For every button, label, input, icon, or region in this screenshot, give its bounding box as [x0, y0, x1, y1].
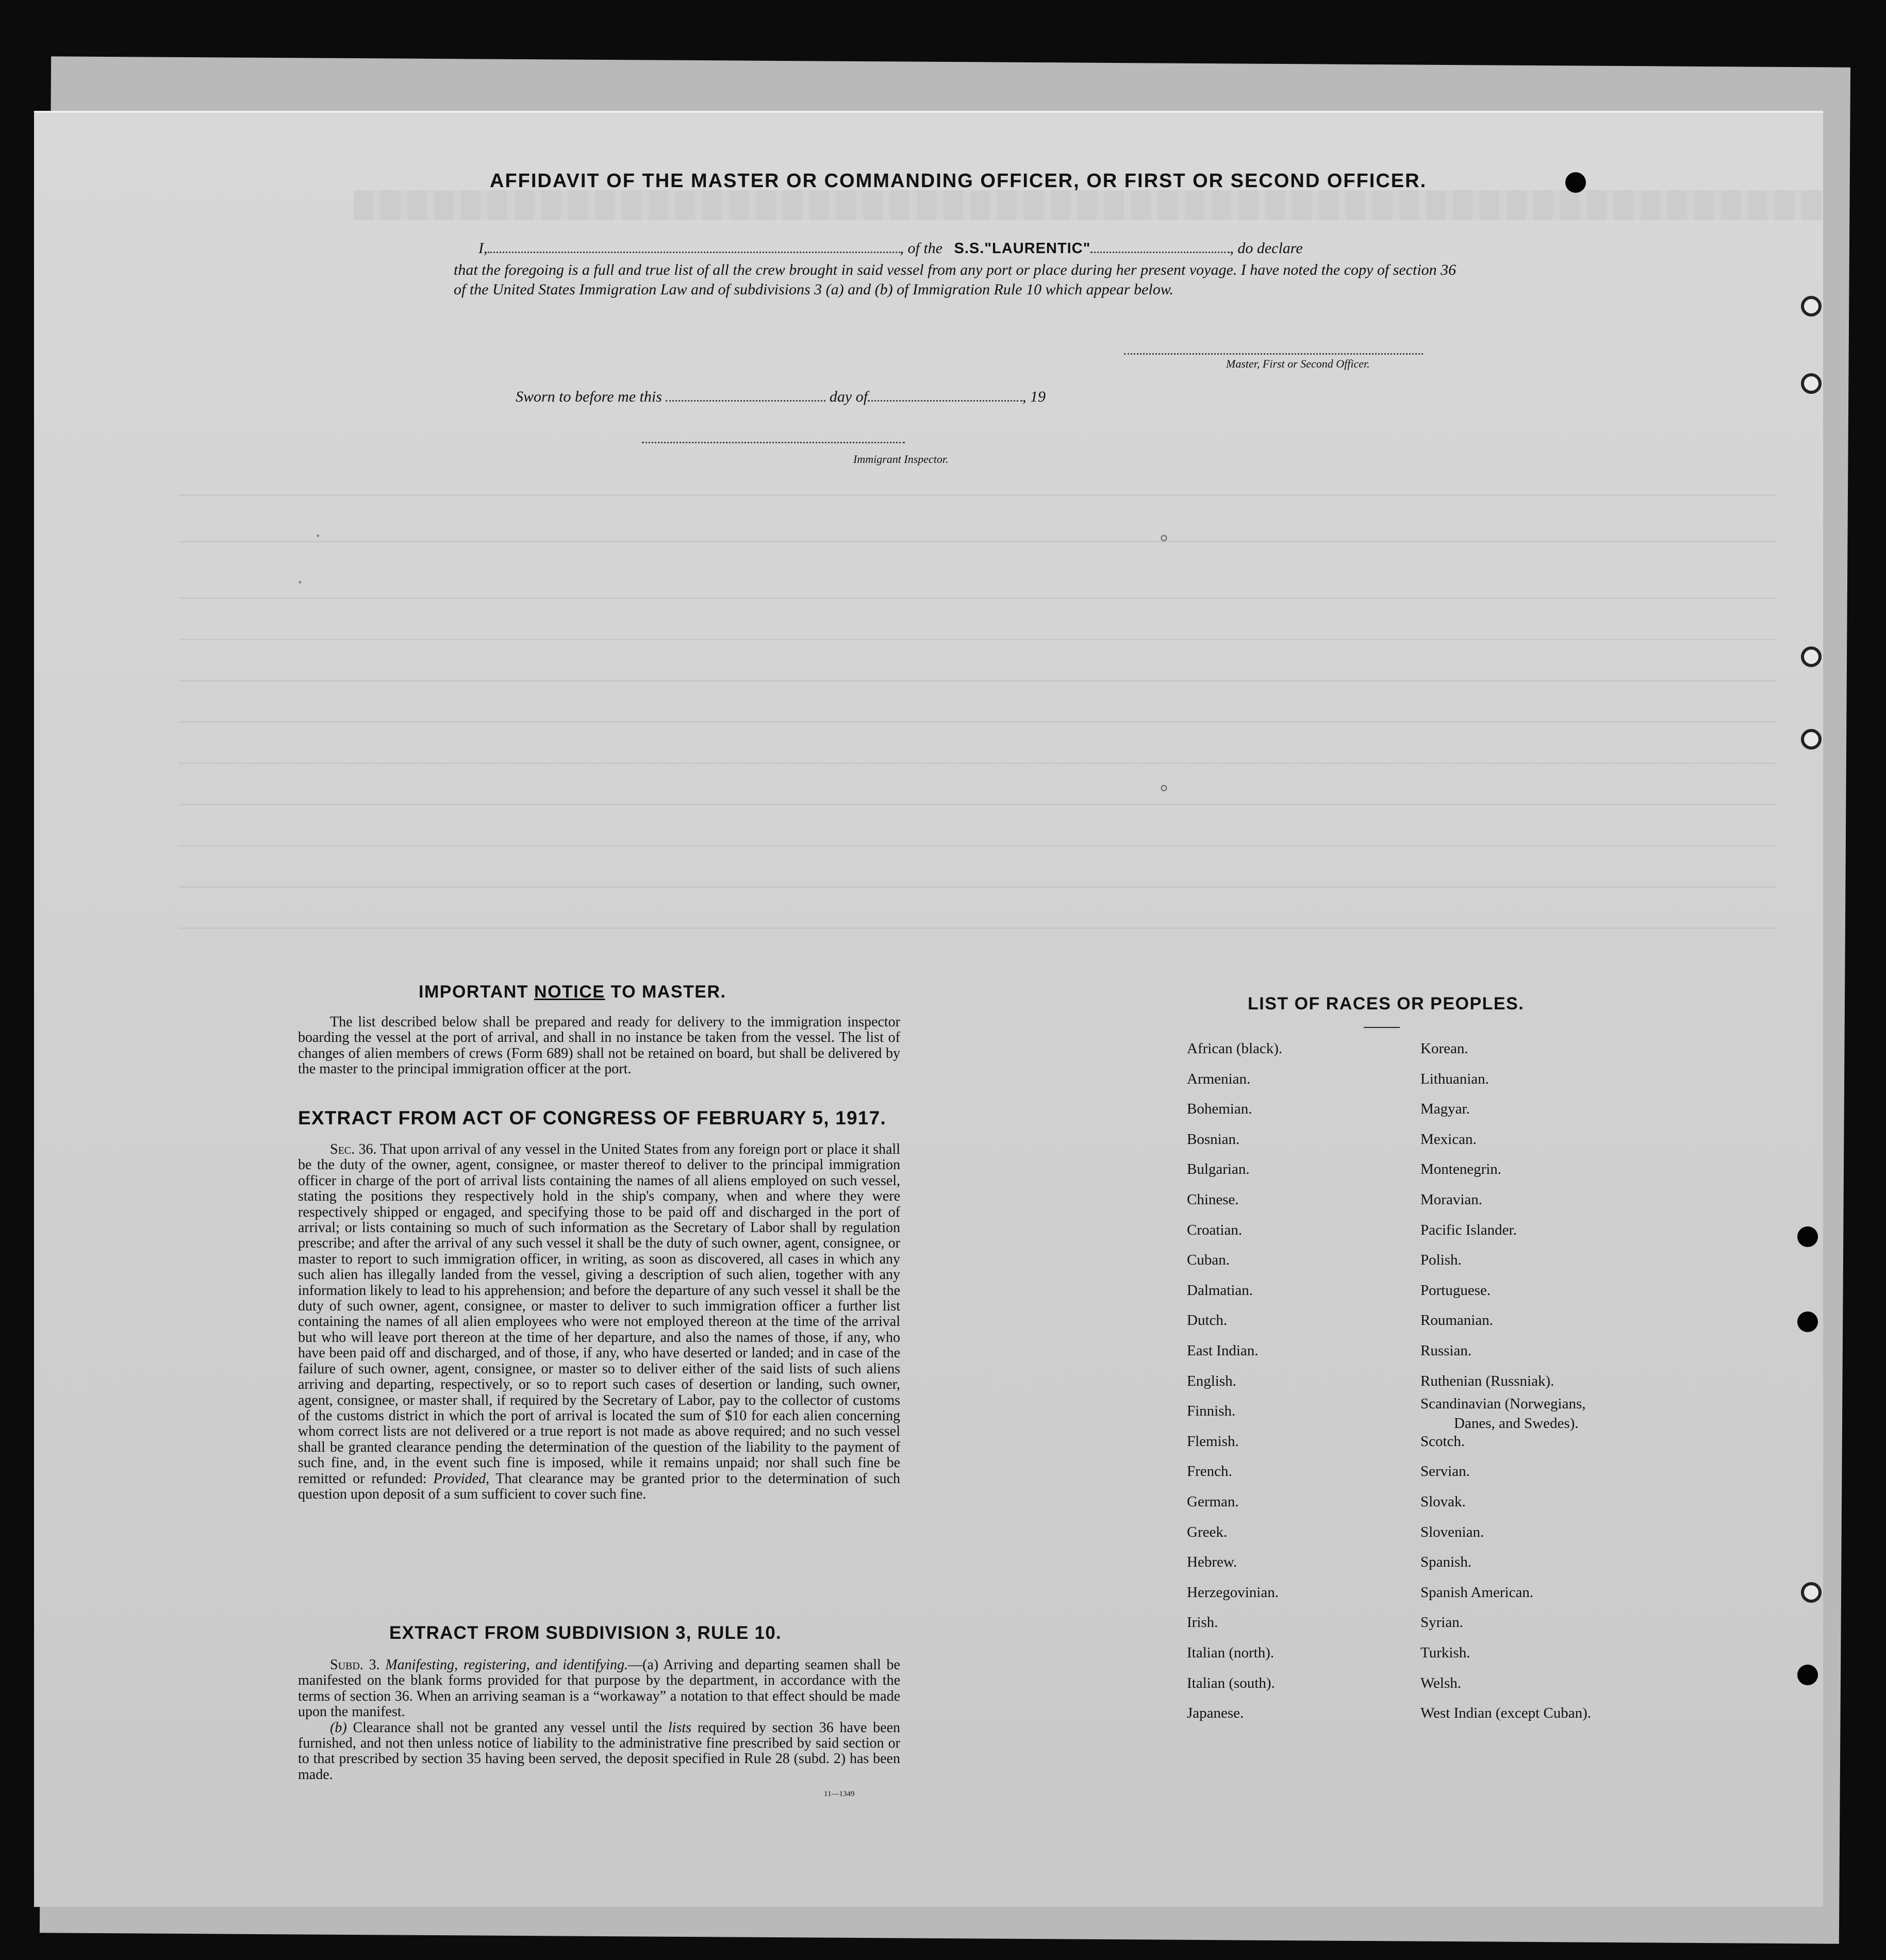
race-item: English. [1187, 1372, 1236, 1389]
act-body [298, 1142, 900, 1502]
form-number: 11—1349 [824, 1790, 855, 1798]
year-prefix: , 19 [1022, 388, 1046, 405]
rule-paragraph-a [298, 1657, 900, 1720]
race-item: Herzegovinian. [1187, 1584, 1279, 1601]
affidavit-title: AFFIDAVIT OF THE MASTER OR COMMANDING OFFICER, OR FIRST OR SECOND OFFICER. [490, 170, 1427, 192]
binder-ring-hole [1801, 373, 1822, 394]
race-item: Danes, and Swedes). [1454, 1415, 1579, 1432]
act-paragraph [298, 1142, 900, 1502]
ship-name: S.S."LAURENTIC" [954, 240, 1091, 257]
race-item: Bohemian. [1187, 1101, 1252, 1118]
manifest-page [34, 111, 1823, 1907]
bleed-through-row [178, 494, 1777, 496]
rule-body [298, 1657, 900, 1783]
race-item: Spanish American. [1420, 1584, 1534, 1601]
race-item: Pacific Islander. [1420, 1221, 1517, 1238]
day-of-text: day of [829, 388, 868, 405]
notice-body [298, 1015, 900, 1077]
b-post: required by section 36 have been furnished, and not then unless notice of liability to the administrative fine prescribed by said section or to that prescribed by section 35 having been served, the deposit specified in Rule 28 (subd. 2) has been made. [298, 1719, 901, 1783]
sec-text: That upon arrival of any vessel in the United States from any foreign port or place it shall be the duty of the owner, agent, consignee, or master thereof to deliver to the principal immigration officer in charge of the port of arrival lists containing the names of all aliens employed on such vessel, stating the positions they respectively hold in the ship's company, when and where they were respectively shipped or engaged, and specifying those to be paid off and discharged in the port of arrival; or lists containing so much of such information as the Secretary of Labor shall by regulation prescribe; and after the arrival of any such vessel it shall be the duty of such owner, agent, consignee, or master to report to such immigration officer, in writing, as soon as discovered, all cases in which any such alien has illegally landed from the vessel, giving a description of such alien, together with any information likely to lead to his apprehension; and before the departure of any such vessel it shall be the duty of such owner, agent, consignee, or master to deliver to such immigration officer a further list containing the names of all alien employees who were not employed thereon at the time of the arrival but who will leave port thereon at the time of her departure, and also the names of those, if any, who have been paid off and discharged, and of those, if any, who have deserted or landed; and in case of the failure of such owner, agent, consignee, or master so to deliver either of the said lists of such aliens arriving and departing, respectively, or so to report such cases of desertion or landing, such owner, agent, consignee, or master shall, if required by the Secretary of Labor, pay to the collector of customs of the customs district in which the port of arrival is located the sum of $10 for each alien concerning whom correct lists are not delivered or a true report is not made as above required; and no such vessel shall be granted clearance pending the determination of the question of the liability to the payment of such fine, and, in the event such fine is imposed, while it remains unpaid; nor shall such fine be remitted or refunded: [298, 1141, 900, 1487]
binder-ring-hole [1801, 1582, 1822, 1603]
month-blank[interactable] [868, 400, 1022, 402]
affidavit-text: that the foregoing is a full and true list of all the crew brought in said vessel from any port or place during her present voyage. I have noted the copy of section 36 of the United States Immigration Law and of subdivisions 3 (a) and (b) of Immigration Rule 10 which appear below. [454, 261, 1457, 298]
inspector-label: Immigrant Inspector. [853, 453, 949, 466]
race-item: Polish. [1420, 1252, 1462, 1269]
affidavit-declaration-line [478, 240, 1303, 257]
race-item: French. [1187, 1463, 1232, 1480]
bleed-through-row [178, 597, 1777, 599]
race-item: Cuban. [1187, 1252, 1230, 1269]
race-item: Moravian. [1420, 1191, 1482, 1208]
race-item: Finnish. [1187, 1403, 1236, 1420]
b-label: (b) [330, 1719, 347, 1736]
race-item: Servian. [1420, 1463, 1470, 1480]
race-item: Portuguese. [1420, 1282, 1491, 1299]
races-title: LIST OF RACES OR PEOPLES. [1248, 994, 1525, 1014]
subd-label: Subd. 3. [330, 1657, 380, 1673]
bleed-through-row [178, 541, 1777, 542]
rule-paragraph-b [298, 1720, 900, 1783]
stray-mark: ∘ [1157, 776, 1171, 799]
punch-hole [1797, 1665, 1818, 1685]
b-pre: Clearance shall not be granted any vessel until the [353, 1719, 663, 1736]
b-lists: lists [668, 1719, 692, 1736]
bleed-through-row [178, 639, 1777, 640]
bleed-through-row [178, 845, 1777, 846]
race-item: African (black). [1187, 1040, 1283, 1057]
ship-blank [1090, 252, 1230, 253]
signature-label: Master, First or Second Officer. [1226, 357, 1370, 370]
race-item: Flemish. [1187, 1433, 1239, 1450]
act-title: EXTRACT FROM ACT OF CONGRESS OF FEBRUARY 5, 1917. [298, 1107, 886, 1128]
race-item: Montenegrin. [1420, 1161, 1502, 1178]
bleed-through-row [178, 721, 1777, 723]
race-item: Chinese. [1187, 1191, 1239, 1208]
race-item: Spanish. [1420, 1554, 1472, 1571]
notice-paragraph: The list described below shall be prepared and ready for delivery to the immigration inspector boarding the vessel at the port of arrival, and shall in no instance be taken from the vessel. The list of changes of alien members of crews (Form 689) shall not be retained on board, but shall be delivered by the master to the principal immigration officer at the port. [298, 1014, 900, 1077]
rule-title: EXTRACT FROM SUBDIVISION 3, RULE 10. [389, 1623, 782, 1643]
race-item: Dalmatian. [1187, 1282, 1253, 1299]
inspector-signature-line[interactable] [642, 442, 905, 443]
affidavit-i: I, [478, 240, 488, 257]
sworn-text: Sworn to before me this [516, 388, 662, 405]
race-item: Armenian. [1187, 1070, 1251, 1087]
race-item: East Indian. [1187, 1342, 1259, 1359]
race-item: Slovak. [1420, 1493, 1466, 1510]
bleed-through-row [178, 762, 1777, 764]
bleed-through-row [178, 680, 1777, 682]
affidavit-declare: , do declare [1230, 240, 1303, 257]
officer-name-blank[interactable] [488, 252, 900, 253]
race-item: Russian. [1420, 1342, 1472, 1359]
race-item: Dutch. [1187, 1312, 1228, 1329]
race-item: Bulgarian. [1187, 1161, 1250, 1178]
binder-ring-hole [1801, 729, 1822, 750]
race-item: Roumanian. [1420, 1312, 1493, 1329]
race-item: German. [1187, 1493, 1239, 1510]
notice-title-b: NOTICE [534, 982, 605, 1002]
punch-hole [1565, 172, 1586, 193]
bleed-through-title [354, 190, 1823, 220]
punch-hole [1797, 1311, 1818, 1332]
notice-title-a: IMPORTANT [419, 982, 529, 1002]
bleed-through-row [178, 804, 1777, 805]
race-item: Bosnian. [1187, 1131, 1240, 1148]
affidavit-of-the: , of the [900, 240, 942, 257]
race-item: Slovenian. [1420, 1523, 1484, 1540]
race-item: Turkish. [1420, 1645, 1470, 1661]
notice-title [419, 982, 726, 1002]
race-item: Ruthenian (Russniak). [1420, 1372, 1554, 1389]
stray-mark: · [296, 570, 304, 592]
punch-hole [1797, 1226, 1818, 1247]
races-title-rule [1364, 1027, 1400, 1028]
race-item: Magyar. [1420, 1101, 1470, 1118]
race-item: Hebrew. [1187, 1554, 1237, 1571]
race-item: Welsh. [1420, 1674, 1462, 1691]
subd-a-text: —(a) Arriving and departing seamen shall be manifested on the blank forms provided for that purpose by the department, in accordance with the terms of section 36. When an arriving seaman is a “workaway” a notation to that effect should be made upon the manifest. [298, 1657, 900, 1720]
race-item: Korean. [1420, 1040, 1468, 1057]
stray-mark: · [315, 523, 322, 546]
race-item: Scandinavian (Norwegians, [1420, 1396, 1586, 1413]
race-item: Scotch. [1420, 1433, 1465, 1450]
proviso-word: Provided, [433, 1470, 490, 1487]
bleed-through-row [178, 886, 1777, 888]
race-item: Italian (north). [1187, 1645, 1275, 1661]
stray-mark: ∘ [1157, 526, 1171, 549]
race-item: Japanese. [1187, 1705, 1244, 1722]
race-item: Croatian. [1187, 1221, 1243, 1238]
binder-ring-hole [1801, 296, 1822, 317]
bleed-through-row [178, 927, 1777, 929]
binder-ring-hole [1801, 646, 1822, 667]
race-item: Italian (south). [1187, 1674, 1275, 1691]
signature-line[interactable] [1124, 353, 1423, 355]
race-item: Mexican. [1420, 1131, 1477, 1148]
day-blank[interactable] [666, 400, 825, 402]
notice-title-c: TO MASTER. [610, 982, 726, 1002]
sec-label: Sec. 36. [330, 1141, 377, 1157]
race-item: Greek. [1187, 1523, 1228, 1540]
race-item: Irish. [1187, 1614, 1218, 1631]
sworn-line [516, 388, 1046, 406]
subd-heading: Manifesting, registering, and identifying. [385, 1657, 628, 1673]
race-item: Syrian. [1420, 1614, 1463, 1631]
race-item: Lithuanian. [1420, 1070, 1489, 1087]
proviso-text: That clearance may be granted prior to the determination of such question upon deposit of a sum sufficient to cover such fine. [298, 1470, 901, 1502]
race-item: West Indian (except Cuban). [1420, 1705, 1592, 1722]
